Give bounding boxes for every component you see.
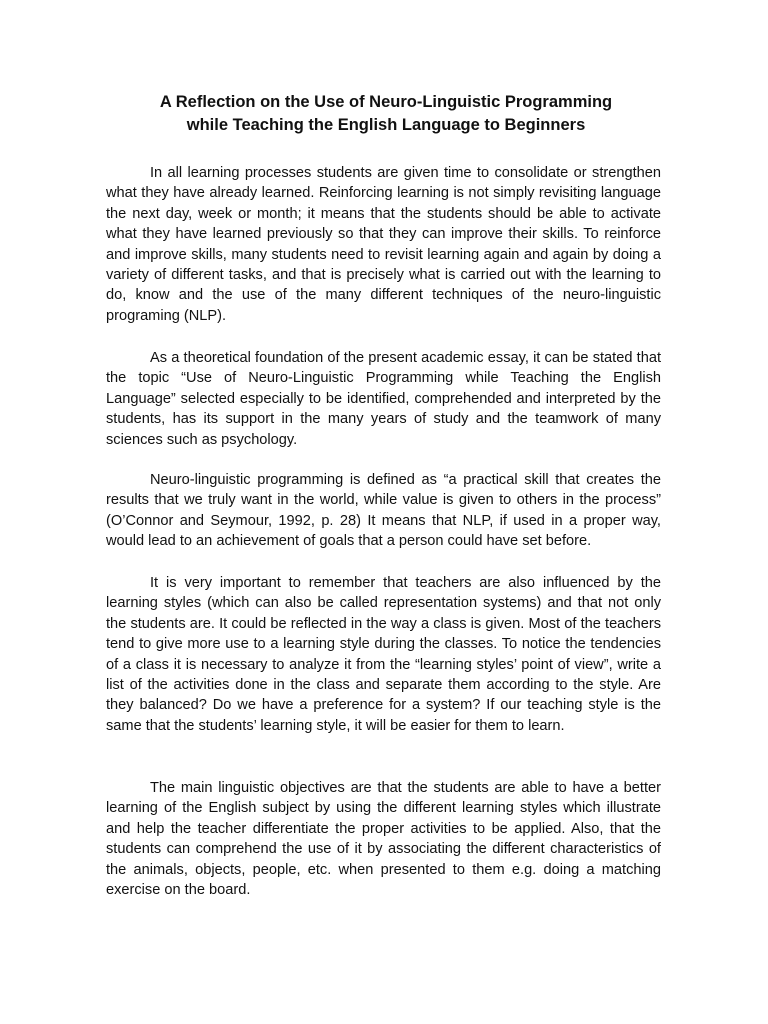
paragraph-teacher-learning-styles: It is very important to remember that teachers are also influenced by the learning styles (which can also be called representation systems) and that not only the students are. It could be reflected in the way a class is given. Most of the teachers tend to give more use to a learning style during the classes. To notice the tendencies of a class it is necessary to analyze it from the “learning styles’ point of view”, write a list of the activities done in the class and separate them according to the style. Are they balanced? Do we have a preference for a system? If our teaching style is the same that the students’ learning style, it will be easier for them to learn. [106, 575, 661, 734]
paragraph-linguistic-objectives: The main linguistic objectives are that the students are able to have a better learning of the English subject by using the different learning styles which illustrate and help the teacher differentiate the proper activities to be applied. Also, that the students can comprehend the use of it by associating the different characteristics of the animals, objects, people, etc. when presented to them e.g. doing a matching exercise on the board. [106, 780, 661, 899]
document-title [96, 91, 676, 137]
paragraph-nlp-definition: Neuro-linguistic programming is defined as “a practical skill that creates the results that we truly want in the world, while value is given to others in the process” (O’Connor and Seymour, 1992, p. 28) It means that NLP, if used in a proper way, would lead to an achievement of goals that a person could have set before. [106, 472, 661, 550]
paragraph-theoretical-foundation: As a theoretical foundation of the present academic essay, it can be stated that the topic “Use of Neuro-Linguistic Programming while Teaching the English Language” selected especially to be identified, comprehended and interpreted by the students, has its support in the many years of study and the teamwork of many sciences such as psychology. [106, 350, 661, 448]
title-line-2: while Teaching the English Language to Beginners [186, 116, 586, 134]
title-line-1: A Reflection on the Use of Neuro-Linguistic Programming [159, 93, 613, 111]
paragraph-reinforcing-learning: In all learning processes students are given time to consolidate or strengthen what they have already learned. Reinforcing learning is not simply revisiting language the next day, week or month; it means that the students should be able to activate what they have learned previously so that they can improve their skills. To reinforce and improve skills, many students need to revisit learning again and again by doing a variety of different tasks, and that is precisely what is carried out with the learning to do, know and the use of the many different techniques of the neuro-linguistic programing (NLP). [106, 165, 661, 324]
